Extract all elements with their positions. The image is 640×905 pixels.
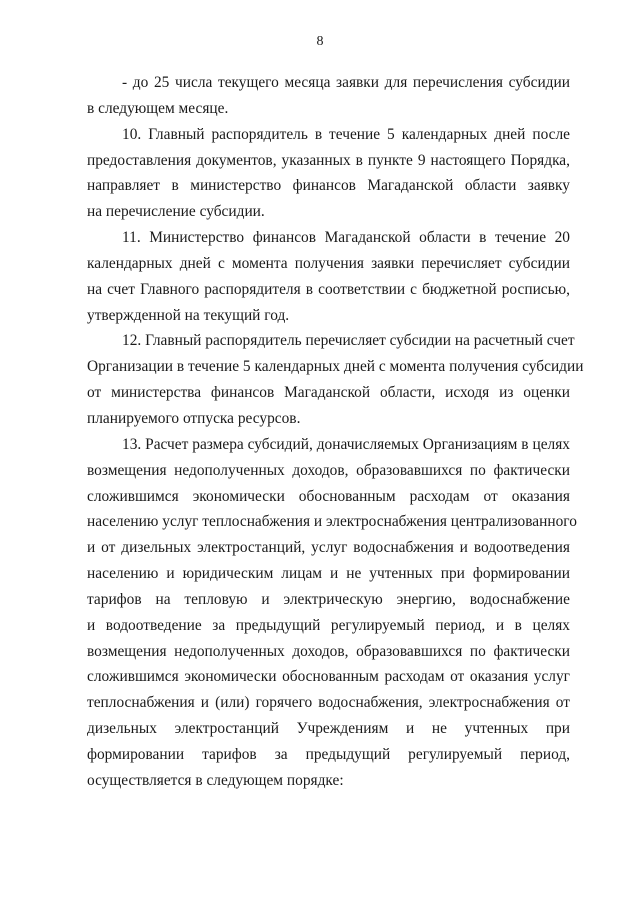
text-line: формировании тарифов за предыдущий регулируемый период, [87, 745, 570, 763]
text-line: теплоснабжения и (или) горячего водоснабжения, электроснабжения от [87, 694, 570, 712]
text-line: населению и юридическим лицам и не учтенных при формировании [87, 565, 570, 583]
text-line: направляет в министерство финансов Магаданской области заявку [87, 177, 570, 195]
text-line: и от дизельных электростанций, услуг водоснабжения и водоотведения [87, 539, 570, 557]
paragraph-12 [87, 328, 584, 431]
text-line: населению услуг теплоснабжения и электроснабжения централизованного [87, 513, 577, 531]
paragraph-submission-deadline [87, 70, 570, 122]
text-line: сложившимся экономически обоснованным расходам от оказания услуг [87, 668, 570, 686]
text-line: сложившимся экономически обоснованным расходам от оказания [87, 487, 570, 505]
document-body [87, 70, 584, 794]
text-line: и водоотведение за предыдущий регулируемый период, и в целях [87, 616, 570, 634]
paragraph-11 [87, 225, 570, 328]
text-line: осуществляется в следующем порядке: [87, 771, 344, 789]
text-line: 11. Министерство финансов Магаданской области в течение 20 [122, 229, 570, 247]
text-line: планируемого отпуска ресурсов. [87, 409, 301, 427]
text-line: на перечисление субсидии. [87, 203, 265, 221]
text-line: 12. Главный распорядитель перечисляет субсидии на расчетный счет [122, 332, 575, 350]
page-number: 8 [316, 34, 324, 49]
text-line: в следующем месяце. [87, 99, 229, 117]
text-line: на счет Главного распорядителя в соответствии с бюджетной росписью, [87, 280, 570, 298]
paragraph-13 [87, 432, 577, 794]
text-line: Организации в течение 5 календарных дней с момента получения субсидии [87, 358, 584, 376]
text-line: предоставления документов, указанных в пункте 9 настоящего Порядка, [87, 151, 570, 169]
text-line: от министерства финансов Магаданской области, исходя из оценки [87, 384, 570, 402]
paragraph-10 [87, 122, 570, 225]
text-line: календарных дней с момента получения заявки перечисляет субсидии [87, 254, 570, 272]
text-line: возмещения недополученных доходов, образовавшихся по фактически [87, 461, 570, 479]
text-line: 10. Главный распорядитель в течение 5 календарных дней после [122, 125, 570, 143]
text-line: утвержденной на текущий год. [87, 306, 290, 324]
text-line: дизельных электростанций Учреждениям и не учтенных при [87, 720, 570, 738]
text-line: 13. Расчет размера субсидий, доначисляемых Организациям в целях [122, 435, 570, 453]
text-line: возмещения недополученных доходов, образовавшихся по фактически [87, 642, 570, 660]
text-line: тарифов на тепловую и электрическую энергию, водоснабжение [87, 590, 570, 608]
text-line: - до 25 числа текущего месяца заявки для перечисления субсидии [122, 74, 570, 91]
